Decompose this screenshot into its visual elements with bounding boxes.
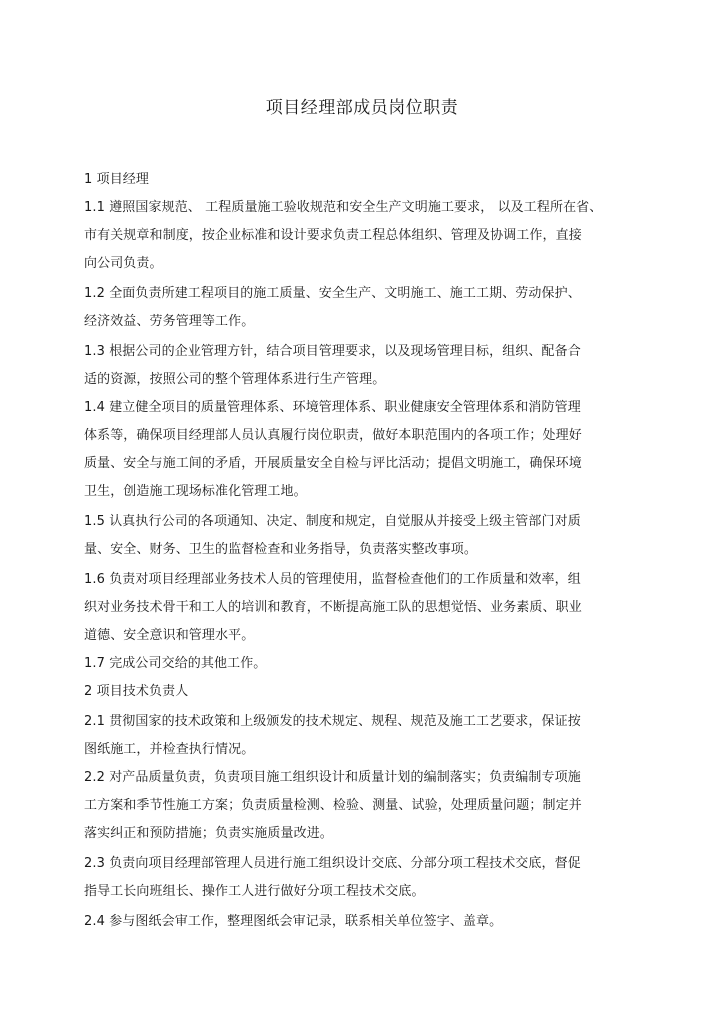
section-heading-1: 1 项目经理	[84, 172, 150, 187]
paragraph-line: 质量、安全与施工间的矛盾，开展质量安全自检与评比活动；提倡文明施工，确保环境	[84, 456, 582, 471]
paragraph-line: 体系等，确保项目经理部人员认真履行岗位职责，做好本职范围内的各项工作；处理好	[84, 428, 582, 443]
paragraph-line: 经济效益、劳务管理等工作。	[84, 314, 255, 329]
paragraph-line: 图纸施工，并检查执行情况。	[84, 742, 255, 757]
paragraph-line: 1.3 根据公司的企业管理方针，结合项目管理要求，以及现场管理目标，组织、配备合	[84, 344, 581, 359]
paragraph-line: 指导工长向班组长、操作工人进行做好分项工程技术交底。	[84, 884, 425, 899]
paragraph-line: 2.4 参与图纸会审工作，整理图纸会审记录，联系相关单位签字、盖章。	[84, 914, 503, 929]
document-title: 项目经理部成员岗位职责	[265, 98, 459, 118]
paragraph-line: 1.2 全面负责所建工程项目的施工质量、安全生产、文明施工、施工工期、劳动保护、	[84, 286, 581, 301]
paragraph-line: 2.2 对产品质量负责，负责项目施工组织设计和质量计划的编制落实；负责编制专项施	[84, 770, 581, 785]
paragraph-line: 量、安全、财务、卫生的监督检查和业务指导，负责落实整改事项。	[84, 542, 478, 557]
paragraph-line: 工方案和季节性施工方案；负责质量检测、检验、测量、试验，处理质量问题；制定并	[84, 798, 582, 813]
paragraph-line: 卫生，创造施工现场标准化管理工地。	[84, 484, 307, 499]
paragraph-line: 1.6 负责对项目经理部业务技术人员的管理使用，监督检查他们的工作质量和效率，组	[84, 572, 581, 587]
paragraph-line: 落实纠正和预防措施；负责实施质量改进。	[84, 826, 333, 841]
paragraph-line: 织对业务技术骨干和工人的培训和教育，不断提高施工队的思想觉悟、业务素质、职业	[84, 600, 582, 615]
paragraph-line: 适的资源，按照公司的整个管理体系进行生产管理。	[84, 372, 386, 387]
paragraph-line: 1.5 认真执行公司的各项通知、决定、制度和规定，自觉服从并接受上级主管部门对质	[84, 514, 581, 529]
paragraph-line: 市有关规章和制度，按企业标准和设计要求负责工程总体组织、管理及协调工作，直接	[84, 228, 582, 243]
paragraph-line: 1.4 建立健全项目的质量管理体系、环境管理体系、职业健康安全管理体系和消防管理	[84, 400, 581, 415]
paragraph-line: 2.3 负责向项目经理部管理人员进行施工组织设计交底、分部分项工程技术交底，督促	[84, 856, 581, 871]
paragraph-line: 向公司负责。	[84, 256, 163, 271]
paragraph-line: 2.1 贯彻国家的技术政策和上级颁发的技术规定、规程、规范及施工工艺要求，保证按	[84, 714, 581, 729]
paragraph-line: 1.7 完成公司交给的其他工作。	[84, 656, 267, 671]
paragraph-line: 1.1 遵照国家规范、 工程质量施工验收规范和安全生产文明施工要求， 以及工程所在省、	[84, 200, 603, 215]
paragraph-line: 道德、安全意识和管理水平。	[84, 628, 255, 643]
section-heading-2: 2 项目技术负责人	[84, 684, 189, 699]
